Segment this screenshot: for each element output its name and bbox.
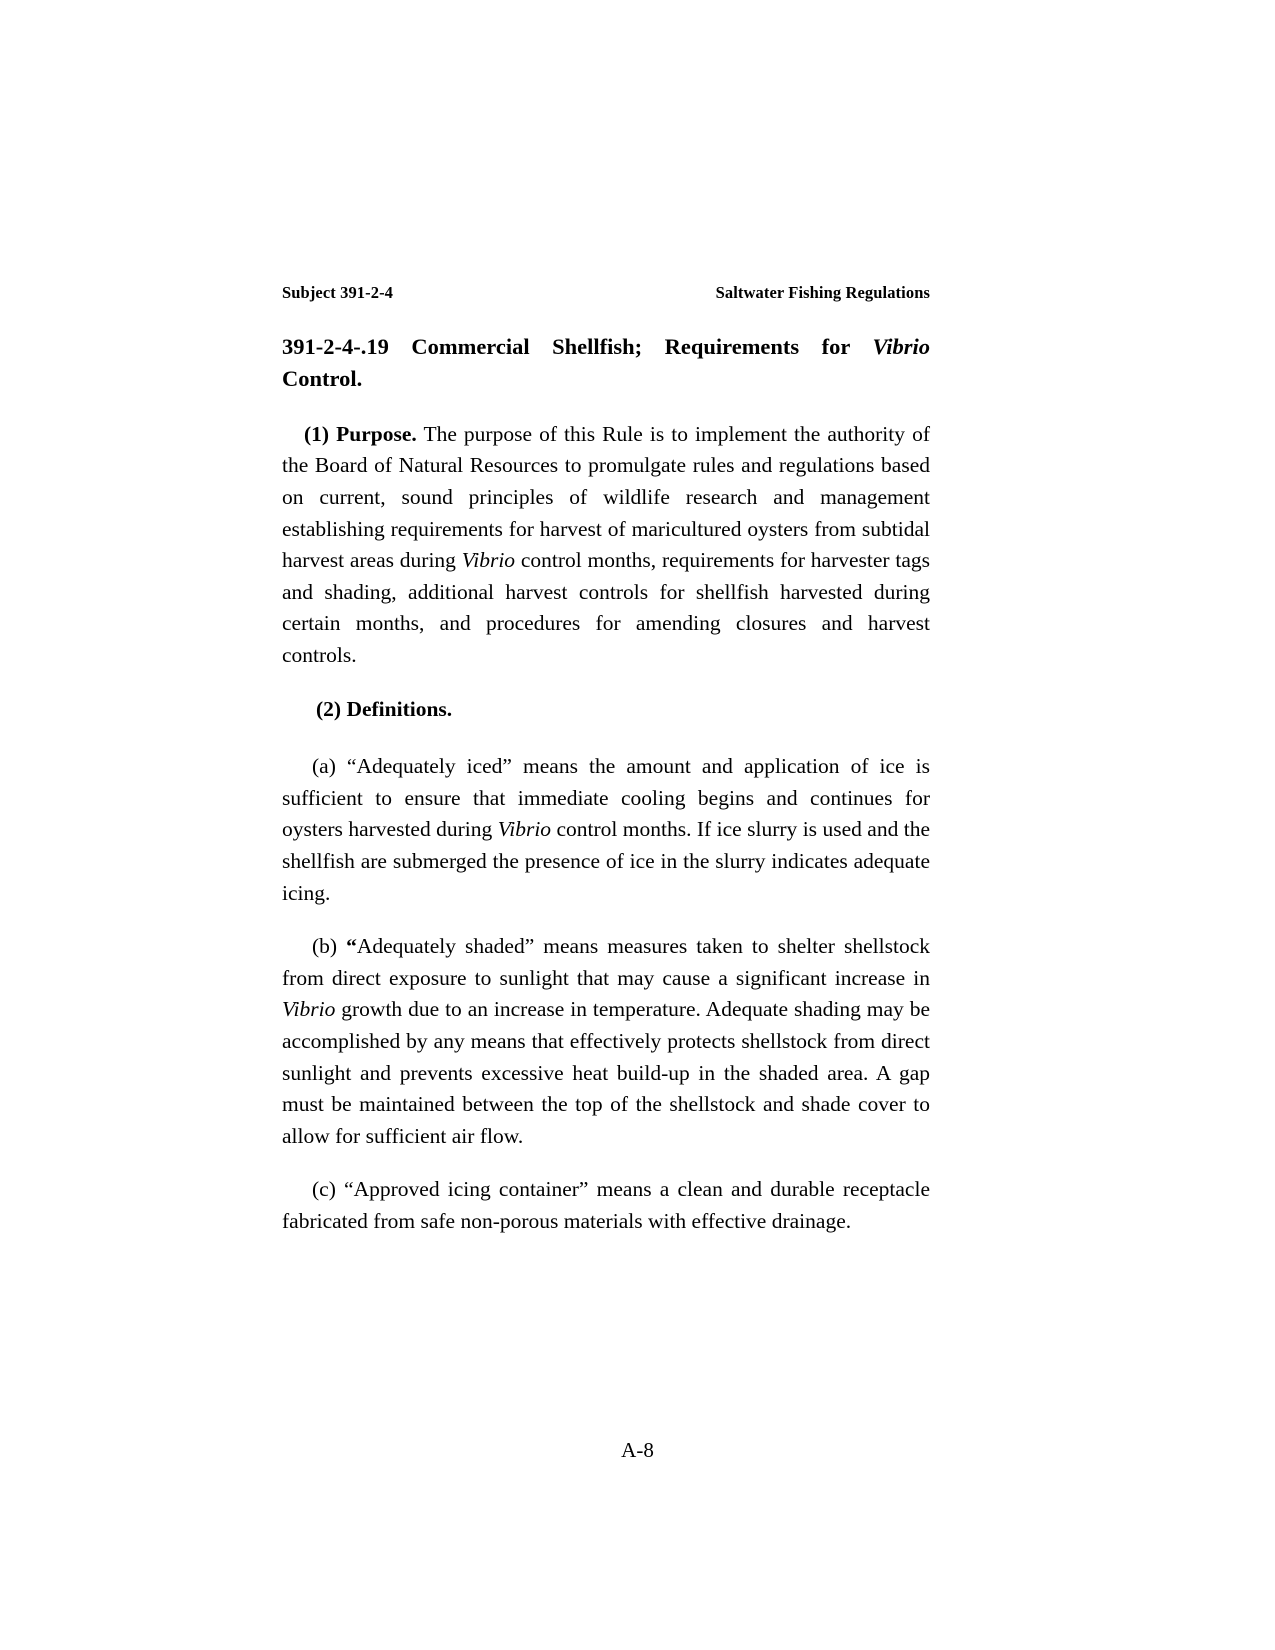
rule-title-text-after-italic: Control. [282, 365, 363, 391]
definition-a-italic-term: Vibrio [497, 817, 552, 842]
paragraph-purpose-italic-term: Vibrio [461, 548, 516, 573]
definition-b-text-after-italic: growth due to an increase in temperature. Adequate shading may be accomplished by any means that effectively protects shellstock from direct sunlight and prevents excessive heat build-up in the shaded area. A gap must be maintained between the top of the shellstock and shade cover to allow for sufficient air flow. [282, 997, 930, 1148]
paragraph-purpose-label: (1) Purpose. [304, 421, 417, 446]
paragraph-purpose-text-before-italic: The purpose of this Rule is to implement the authority of the Board of Natural Resources to promulgate rules and regulations based on current, sound principles of wildlife research and management establishing requirements for harvest of maricultured oysters from subtidal harvest areas during [282, 421, 930, 573]
definition-item-b [282, 931, 930, 1152]
page-footer [0, 1438, 1275, 1463]
definition-a-text-before-italic: (a) “Adequately iced” means the amount and application of ice is sufficient to ensure that immediate cooling begins and continues for oysters harvested during [282, 754, 930, 842]
definition-b-italic-term: Vibrio [282, 997, 336, 1022]
rule-title-text-before-italic: 391-2-4-.19 Commercial Shellfish; Requirements for [282, 334, 873, 359]
definition-b-marker: (b) [312, 934, 347, 959]
page-number: A-8 [621, 1438, 654, 1462]
rule-title [282, 331, 930, 395]
heading-definitions: (2) Definitions. [316, 696, 453, 721]
running-head [282, 283, 930, 303]
definition-b-text-before-italic: Adequately shaded” means measures taken to shelter shellstock from direct exposure to sunlight that may cause a significant increase in [282, 934, 930, 990]
definition-item-a [282, 751, 930, 909]
page-content [282, 283, 930, 1260]
running-head-title: Saltwater Fishing Regulations [715, 283, 930, 302]
definition-b-open-quote: “ [346, 934, 357, 959]
definition-item-c: (c) “Approved icing container” means a clean and durable receptacle fabricated from safe non-porous materials with effective drainage. [282, 1177, 930, 1233]
rule-title-italic-term: Vibrio [872, 334, 930, 359]
definition-a-text-after-italic: control months. If ice slurry is used and the shellfish are submerged the presence of ice in the slurry indicates adequate icing. [282, 817, 931, 905]
running-head-subject: Subject 391-2-4 [282, 283, 394, 302]
paragraph-purpose [282, 419, 930, 672]
paragraph-purpose-text-after-italic: control months, requirements for harvester tags and shading, additional harvest controls for shellfish harvested during certain months, and procedures for amending closures and harvest controls. [282, 548, 930, 668]
